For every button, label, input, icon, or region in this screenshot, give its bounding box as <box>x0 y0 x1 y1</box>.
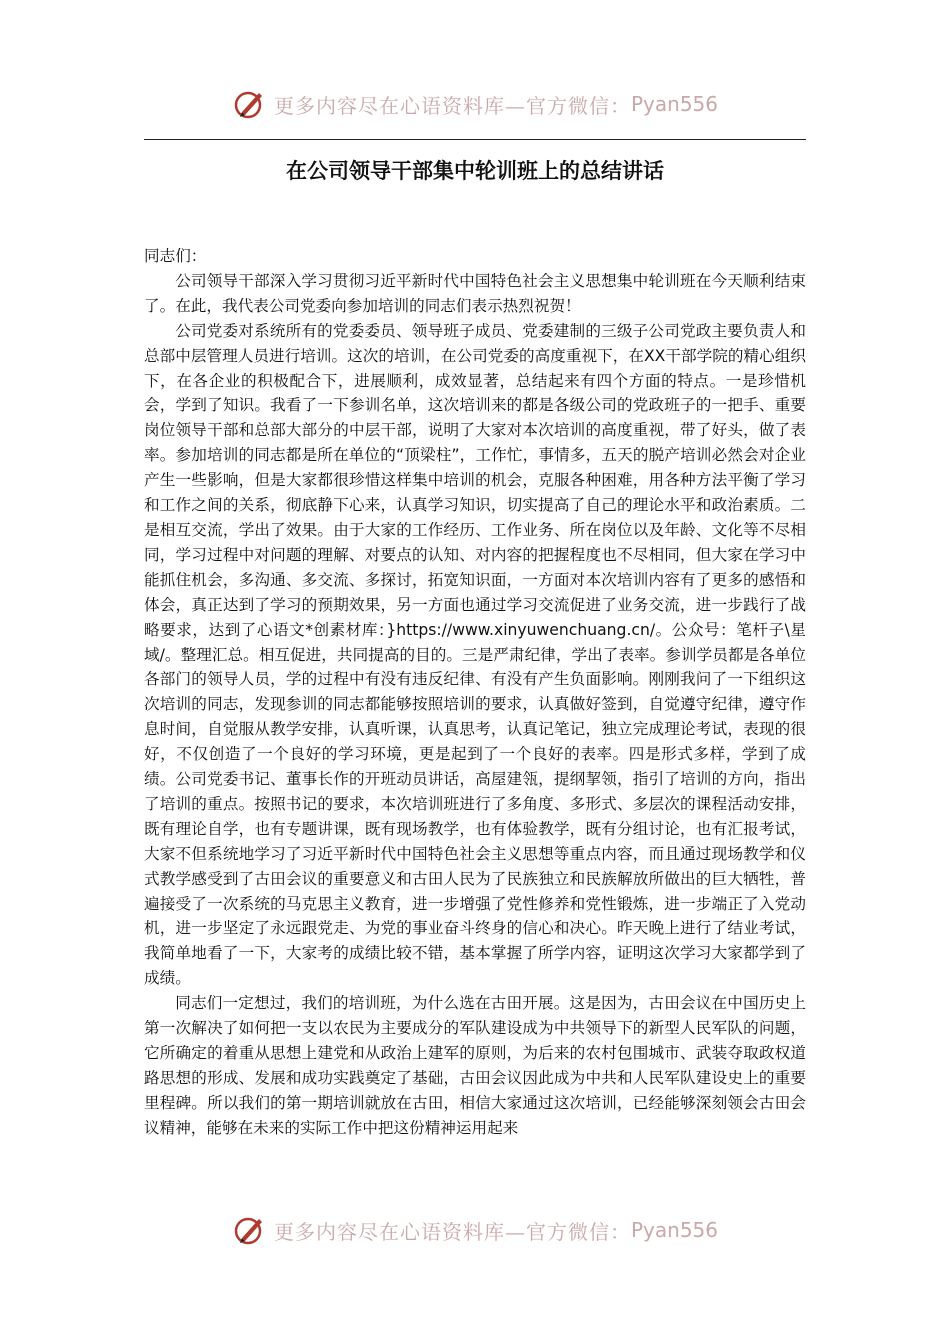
footer-banner <box>0 1210 950 1250</box>
banner-text: 更多内容尽在心语资料库—官方微信： <box>273 1219 631 1244</box>
header-divider <box>144 139 806 140</box>
pen-logo-icon <box>232 1212 268 1248</box>
banner-text: 更多内容尽在心语资料库—官方微信： <box>273 93 631 118</box>
banner-wechat-id: Pyan556 <box>630 92 718 116</box>
paragraph-1: 公司领导干部深入学习贯彻习近平新时代中国特色社会主义思想集中轮训班在今天顺利结束了。在此，我代表公司党委向参加培训的同志们表示热烈祝贺！ <box>144 271 806 315</box>
pen-logo-icon <box>232 86 268 122</box>
paragraph-2: 公司党委对系统所有的党委委员、领导班子成员、党委建制的三级子公司党政主要负责人和总部中层管理人员进行培训。这次的培训，在公司党委的高度重视下，在XX干部学院的精心组织下，在各企业的积极配合下，进展顺利，成效显著，总结起来有四个方面的特点。一是珍惜机会，学到了知识。我看了一下参训名单，这次培训来的都是各级公司的党政班子的一把手、重要岗位领导干部和总部大部分的中层干部，说明了大家对本次培训的高度重视，带了好头，做了表率。参加培训的同志都是所在单位的“顶梁柱”，工作忙，事情多，五天的脱产培训必然会对企业产生一些影响，但是大家都很珍惜这样集中培训的机会，克服各种困难，用各种方法平衡了学习和工作之间的关系，彻底静下心来，认真学习知识，切实提高了自己的理论水平和政治素质。二是相互交流，学出了效果。由于大家的工作经历、工作业务、所在岗位以及年龄、文化等不尽相同，学习过程中对问题的理解、对要点的认知、对内容的把握程度也不尽相同，但大家在学习中能抓住机会，多沟通、多交流、多探讨，拓宽知识面，一方面对本次培训内容有了更多的感悟和体会，真正达到了学习的预期效果，另一方面也通过学习交流促进了业务交流，进一步践行了战略要求，达到了心语文*创素材库：}https://www.xinyuwenchuang.cn/。公众号：笔杆子\星域/。整理汇总。相互促进，共同提高的目的。三是严肃纪律，学出了表率。参训学员都是各单位各部门的领导人员，学的过程中有没有违反纪律、有没有产生负面影响。刚刚我问了一下组织这次培训的同志，发现参训的同志都能够按照培训的要求，认真做好签到，自觉遵守纪律，遵守作息时间，自觉服从教学安排，认真听课，认真思考，认真记笔记，独立完成理论考试，表现的很好，不仅创造了一个良好的学习环境，更是起到了一个良好的表率。四是形式多样，学到了成绩。公司党委书记、董事长作的开班动员讲话，高屋建瓴，提纲挈领，指引了培训的方向，指出了培训的重点。按照书记的要求，本次培训班进行了多角度、多形式、多层次的课程活动安排，既有理论自学，也有专题讲课，既有现场教学，也有体验教学，既有分组讨论，也有汇报考试，大家不但系统地学习了习近平新时代中国特色社会主义思想等重点内容，而且通过现场教学和仪式教学感受到了古田会议的重要意义和古田人民为了民族独立和民族解放所做出的巨大牺牲，普遍接受了一次系统的马克思主义教育，进一步增强了党性修养和党性锻炼，进一步端正了入党动机，进一步坚定了永远跟党走、为党的事业奋斗终身的信心和决心。昨天晚上进行了结业考试，我简单地看了一下，大家考的成绩比较不错，基本掌握了所学内容，证明这次学习大家都学到了成绩。 <box>144 321 806 988</box>
header-banner <box>0 84 950 124</box>
salutation: 同志们： <box>144 247 207 265</box>
document-title: 在公司领导干部集中轮训班上的总结讲话 <box>286 159 664 183</box>
document-body <box>144 244 806 1141</box>
banner-wechat-id: Pyan556 <box>630 1218 718 1242</box>
paragraph-3: 同志们一定想过，我们的培训班，为什么选在古田开展。这是因为，古田会议在中国历史上第一次解决了如何把一支以农民为主要成分的军队建设成为中共领导下的新型人民军队的问题，它所确定的着重从思想上建党和从政治上建军的原则，为后来的农村包围城市、武装夺取政权道路思想的形成、发展和成功实践奠定了基础，古田会议因此成为中共和人民军队建设史上的重要里程碑。所以我们的第一期培训就放在古田，相信大家通过这次培训，已经能够深刻领会古田会议精神，能够在未来的实际工作中把这份精神运用起来 <box>144 994 806 1137</box>
